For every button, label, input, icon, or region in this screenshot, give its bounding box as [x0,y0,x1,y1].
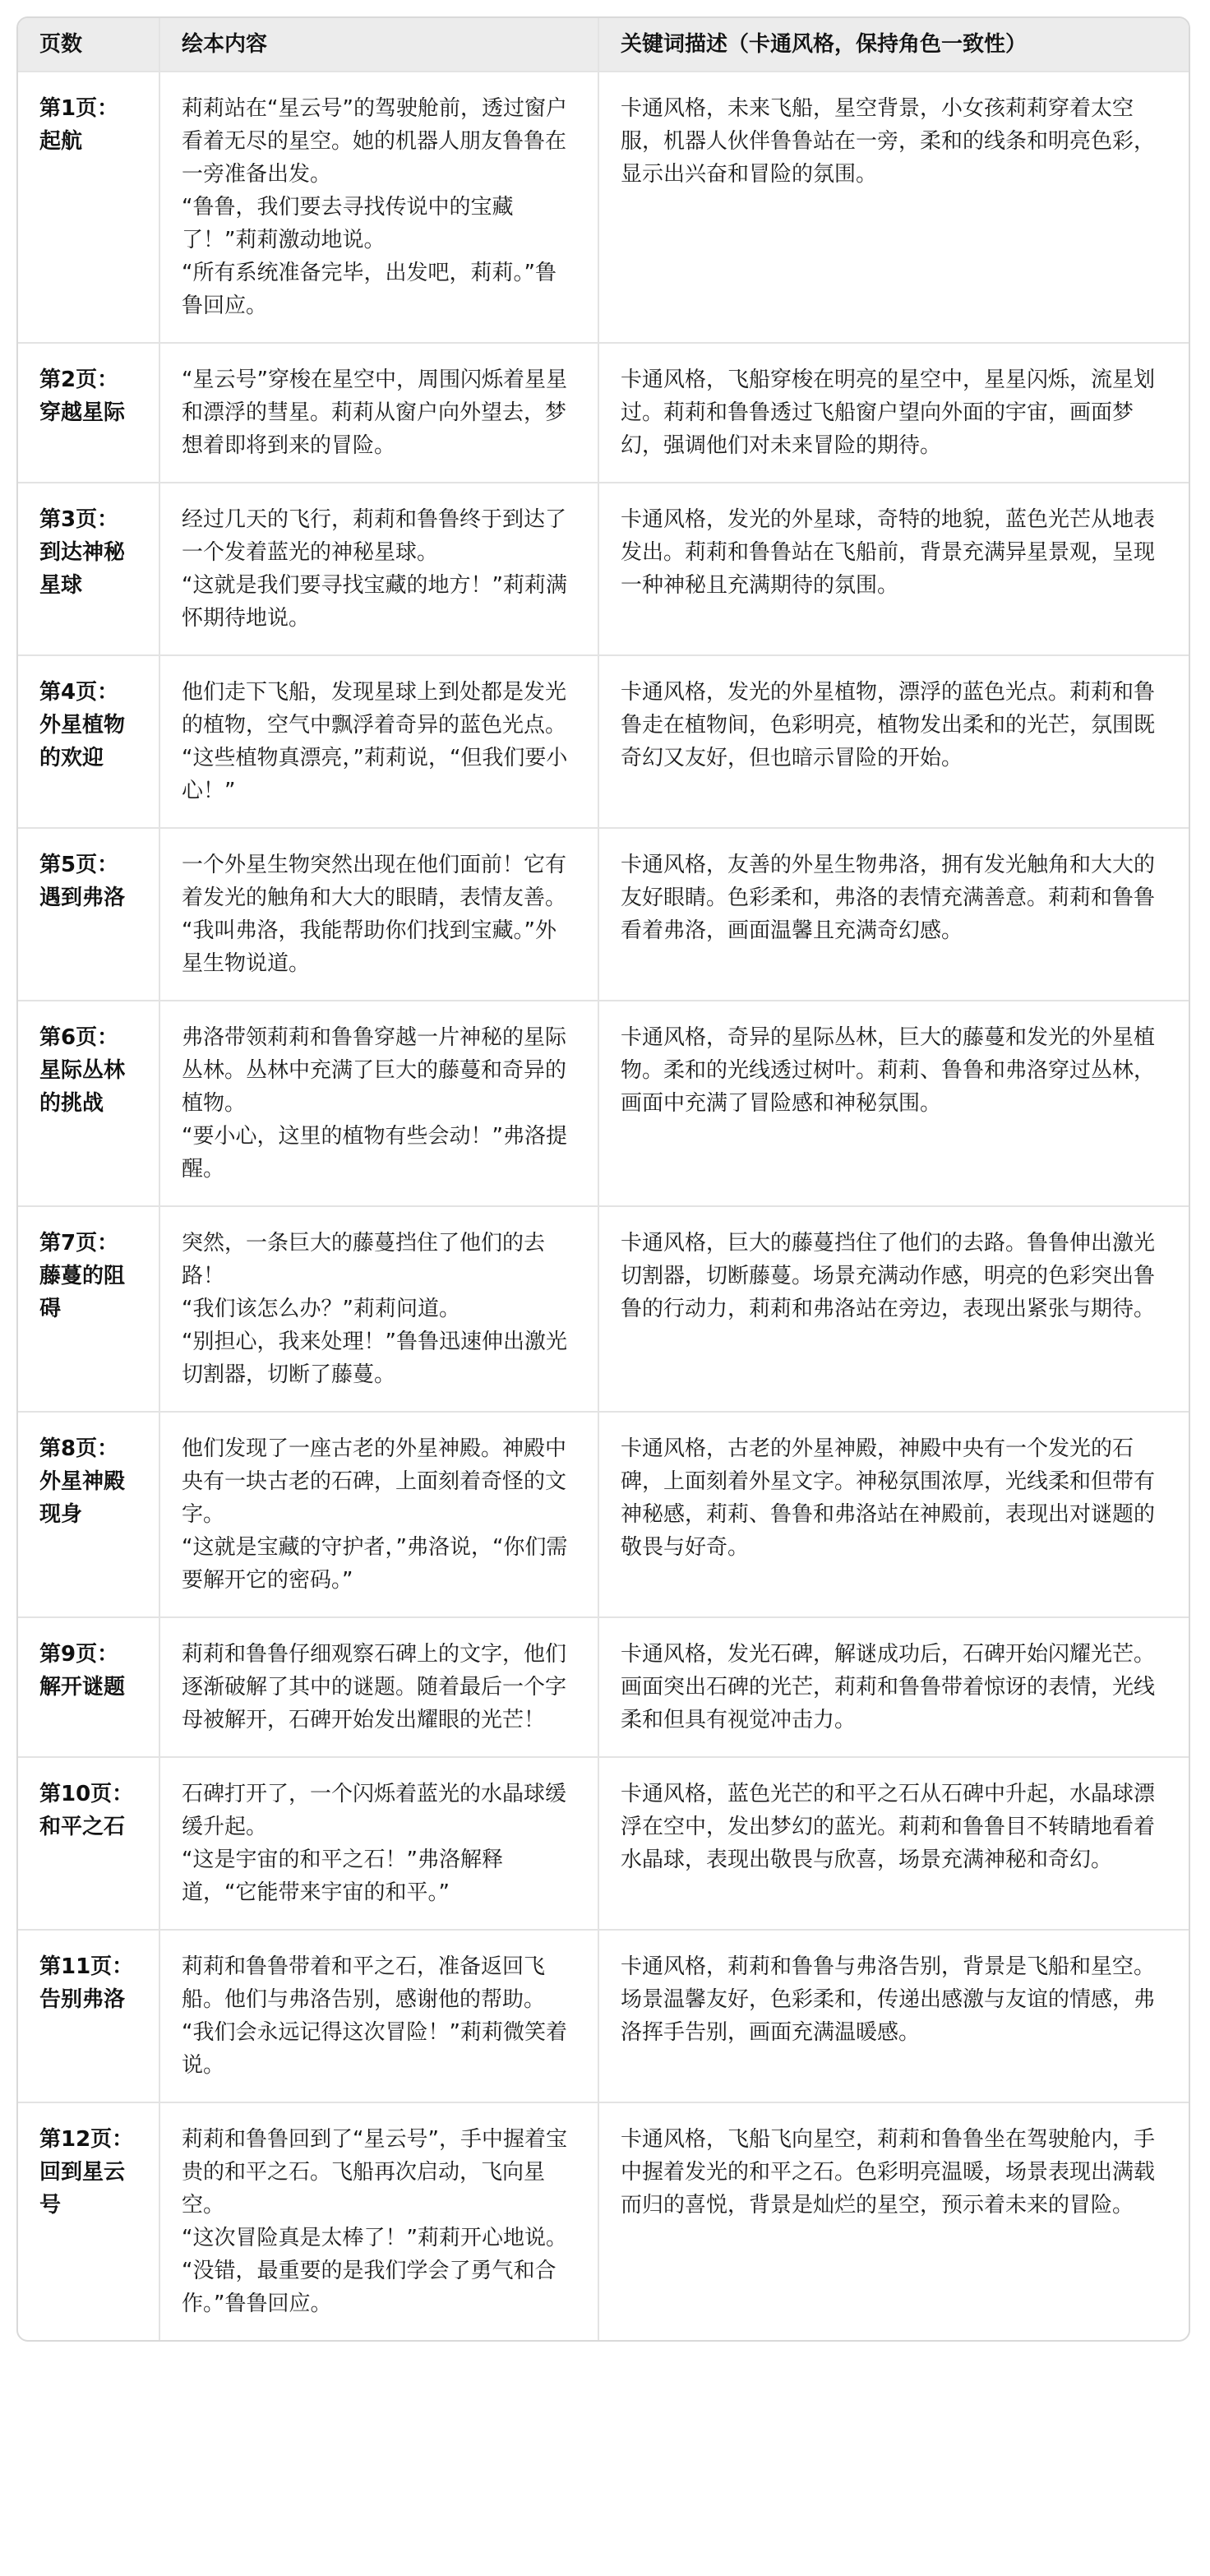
story-content-cell [159,1757,598,1930]
keyword-description-cell: 卡通风格，奇异的星际丛林，巨大的藤蔓和发光的外星植物。柔和的光线透过树叶。莉莉、鲁鲁和弗洛穿过丛林，画面中充满了冒险感和神秘氛围。 [598,1001,1189,1206]
story-paragraph: 突然，一条巨大的藤蔓挡住了他们的去路！ [182,1231,546,1288]
table-row [18,1206,1189,1412]
story-content-cell [159,343,598,483]
story-paragraph: 莉莉和鲁鲁回到了“星云号”，手中握着宝贵的和平之石。飞船再次启动，飞向星空。 [182,2127,567,2218]
story-paragraph: “所有系统准备完毕，出发吧，莉莉。”鲁鲁回应。 [182,261,557,318]
story-paragraph: 他们发现了一座古老的外星神殿。神殿中央有一块古老的石碑，上面刻着奇怪的文字。 [182,1436,567,1527]
story-content-cell [159,1206,598,1412]
page-number-cell: 第9页：解开谜题 [18,1617,159,1757]
keyword-description-cell: 卡通风格，巨大的藤蔓挡住了他们的去路。鲁鲁伸出激光切割器，切断藤蔓。场景充满动作感，明亮的色彩突出鲁鲁的行动力，莉莉和弗洛站在旁边，表现出紧张与期待。 [598,1206,1189,1412]
keyword-description-cell: 卡通风格，友善的外星生物弗洛，拥有发光触角和大大的友好眼睛。色彩柔和，弗洛的表情充满善意。莉莉和鲁鲁看着弗洛，画面温馨且充满奇幻感。 [598,828,1189,1001]
story-paragraph: “别担心，我来处理！”鲁鲁迅速伸出激光切割器，切断了藤蔓。 [182,1330,567,1387]
story-paragraph: “没错，最重要的是我们学会了勇气和合作。”鲁鲁回应。 [182,2259,557,2316]
story-paragraph: 莉莉和鲁鲁仔细观察石碑上的文字，他们逐渐破解了其中的谜题。随着最后一个字母被解开，石碑开始发出耀眼的光芒！ [182,1642,567,1732]
story-content-cell [159,1617,598,1757]
header-row [18,18,1189,72]
table-row [18,483,1189,655]
story-paragraph: “要小心，这里的植物有些会动！”弗洛提醒。 [182,1124,567,1182]
story-content-cell [159,2102,598,2340]
story-content-cell [159,1412,598,1617]
table-row [18,1001,1189,1206]
page-number-cell: 第12页：回到星云号 [18,2102,159,2340]
table-row [18,1930,1189,2102]
story-paragraph: 弗洛带领莉莉和鲁鲁穿越一片神秘的星际丛林。丛林中充满了巨大的藤蔓和奇异的植物。 [182,1025,567,1116]
story-paragraph: 一个外星生物突然出现在他们面前！它有着发光的触角和大大的眼睛，表情友善。 [182,853,567,910]
page-number-cell: 第4页：外星植物的欢迎 [18,655,159,828]
story-content-cell [159,483,598,655]
story-paragraph: “星云号”穿梭在星空中，周围闪烁着星星和漂浮的彗星。莉莉从窗户向外望去，梦想着即将到来的冒险。 [182,368,567,458]
page-number-cell: 第11页：告别弗洛 [18,1930,159,2102]
column-header-page: 页数 [18,18,159,72]
story-paragraph: “这些植物真漂亮，”莉莉说，“但我们要小心！” [182,746,568,803]
keyword-description-cell: 卡通风格，发光石碑，解谜成功后，石碑开始闪耀光芒。画面突出石碑的光芒，莉莉和鲁鲁带着惊讶的表情，光线柔和但具有视觉冲击力。 [598,1617,1189,1757]
storyboard-table-container [16,16,1190,2342]
keyword-description-cell: 卡通风格，飞船飞向星空，莉莉和鲁鲁坐在驾驶舱内，手中握着发光的和平之石。色彩明亮温暖，场景表现出满载而归的喜悦，背景是灿烂的星空，预示着未来的冒险。 [621,2127,1156,2218]
keyword-description-cell: 卡通风格，飞船穿梭在明亮的星空中，星星闪烁，流星划过。莉莉和鲁鲁透过飞船窗户望向外面的宇宙，画面梦幻，强调他们对未来冒险的期待。 [598,343,1189,483]
page-number-cell: 第7页：藤蔓的阻碍 [18,1206,159,1412]
page-number-cell: 第8页：外星神殿现身 [18,1412,159,1617]
page-number-cell: 第3页：到达神秘星球 [18,483,159,655]
story-paragraph: “鲁鲁，我们要去寻找传说中的宝藏了！”莉莉激动地说。 [182,195,514,252]
table-row [18,2102,1189,2340]
page-number-cell: 第1页：起航 [18,72,159,343]
page-number-cell: 第6页：星际丛林的挑战 [18,1001,159,1206]
story-paragraph: “我们会永远记得这次冒险！”莉莉微笑着说。 [182,2020,567,2078]
story-paragraph: 他们走下飞船，发现星球上到处都是发光的植物，空气中飘浮着奇异的蓝色光点。 [182,680,567,738]
page-number-cell: 第2页：穿越星际 [18,343,159,483]
keyword-description-cell: 卡通风格，古老的外星神殿，神殿中央有一个发光的石碑，上面刻着外星文字。神秘氛围浓厚，光线柔和但带有神秘感，莉莉、鲁鲁和弗洛站在神殿前，表现出对谜题的敬畏与好奇。 [598,1412,1189,1617]
page-number-cell: 第5页：遇到弗洛 [18,828,159,1001]
table-header [18,18,1189,72]
story-content-cell [159,72,598,343]
story-paragraph: 经过几天的飞行，莉莉和鲁鲁终于到达了一个发着蓝光的神秘星球。 [182,507,567,565]
story-paragraph: 石碑打开了，一个闪烁着蓝光的水晶球缓缓升起。 [182,1782,567,1839]
keyword-description-cell: 卡通风格，莉莉和鲁鲁与弗洛告别，背景是飞船和星空。场景温馨友好，色彩柔和，传递出感激与友谊的情感，弗洛挥手告别，画面充满温暖感。 [598,1930,1189,2102]
story-paragraph: “我叫弗洛，我能帮助你们找到宝藏。”外星生物说道。 [182,918,557,976]
table-row [18,343,1189,483]
story-content-cell [159,1001,598,1206]
table-body [18,72,1189,2340]
storyboard-table [18,18,1189,2340]
table-row [18,828,1189,1001]
keyword-description-cell: 卡通风格，发光的外星球，奇特的地貌，蓝色光芒从地表发出。莉莉和鲁鲁站在飞船前，背景充满异星景观，呈现一种神秘且充满期待的氛围。 [598,483,1189,655]
keyword-description-cell: 卡通风格，未来飞船，星空背景，小女孩莉莉穿着太空服，机器人伙伴鲁鲁站在一旁，柔和的线条和明亮色彩，显示出兴奋和冒险的氛围。 [598,72,1189,343]
story-paragraph: “这是宇宙的和平之石！”弗洛解释道，“它能带来宇宙的和平。” [182,1848,503,1905]
table-row [18,72,1189,343]
table-row [18,1757,1189,1930]
story-paragraph: “这次冒险真是太棒了！”莉莉开心地说。 [182,2226,567,2250]
story-content-cell [159,828,598,1001]
column-header-content: 绘本内容 [159,18,598,72]
table-row [18,1617,1189,1757]
story-paragraph: “这就是我们要寻找宝藏的地方！”莉莉满怀期待地说。 [182,573,567,631]
table-row [18,1412,1189,1617]
keyword-description-cell: 卡通风格，发光的外星植物，漂浮的蓝色光点。莉莉和鲁鲁走在植物间，色彩明亮，植物发出柔和的光芒，氛围既奇幻又友好，但也暗示冒险的开始。 [598,655,1189,828]
story-paragraph: “我们该怎么办？”莉莉问道。 [182,1297,460,1321]
table-row [18,655,1189,828]
story-content-cell [159,1930,598,2102]
keyword-description-cell: 卡通风格，蓝色光芒的和平之石从石碑中升起，水晶球漂浮在空中，发出梦幻的蓝光。莉莉和鲁鲁目不转睛地看着水晶球，表现出敬畏与欣喜，场景充满神秘和奇幻。 [598,1757,1189,1930]
story-paragraph: 莉莉和鲁鲁带着和平之石，准备返回飞船。他们与弗洛告别，感谢他的帮助。 [182,1954,546,2012]
column-header-keywords: 关键词描述（卡通风格，保持角色一致性） [598,18,1189,72]
page-number-cell: 第10页：和平之石 [18,1757,159,1930]
story-paragraph: “这就是宝藏的守护者，”弗洛说，“你们需要解开它的密码。” [182,1535,568,1593]
story-content-cell [159,655,598,828]
story-paragraph: 莉莉站在“星云号”的驾驶舱前，透过窗户看着无尽的星空。她的机器人朋友鲁鲁在一旁准备出发。 [182,96,567,187]
